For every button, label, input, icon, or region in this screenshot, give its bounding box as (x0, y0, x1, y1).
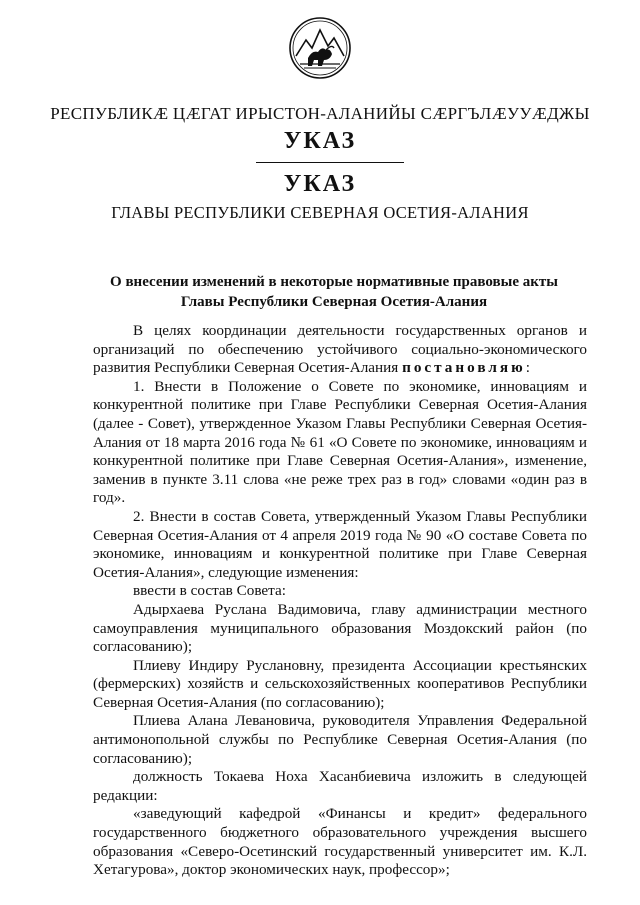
new-position-paragraph: «заведующий кафедрой «Финансы и кредит» федерального государственного бюджетного образовательного учреждения высшего образования «Северо-Осетинский государственный университет им. К.Л. Хетагурова», доктор экономических наук, профессор»; (93, 805, 587, 879)
republic-name-ossetian: РЕСПУБЛИКӔ ЦӔГАТ ИРЫСТОН-АЛАНИЙЫ СӔРГЪЛӔУУӔДЖЫ (50, 104, 590, 123)
document-title-line-2: Главы Республики Северная Осетия-Алания (180, 294, 488, 310)
document-title-line-1: О внесении изменений в некоторые нормативные правовые акты (110, 274, 558, 290)
member-plieva-paragraph: Плиеву Индиру Руслановну, президента Ассоциации крестьянских (фермерских) хозяйств и сельскохозяйственных кооперативов Республики Северная Осетия-Алания (по согласованию); (93, 656, 587, 711)
position-change-paragraph: должность Токаева Ноха Хасанбиевича изложить в следующей редакции: (93, 768, 587, 804)
clause-1-paragraph: 1. Внести в Положение о Совете по экономике, инновациям и конкурентной политике при Главе Республики Северная Осетия-Алания (далее - Совет), утвержденное Указом Главы Республики Северная Осетия-Алания от 18 марта 2016 года № 61 «О Совете по экономике, инновациям и конкурентной политике при Главе Северная Осетия-Алания», изменение, заменив в пункте 3.11 слова «не реже трех раз в год» словами «один раз в год». (93, 377, 587, 507)
member-adyrkhaev-paragraph: Адырхаева Руслана Вадимовича, главу администрации местного самоуправления муниципального образования Моздокский район (по согласованию); (93, 600, 587, 656)
member-pliev-paragraph: Плиева Алана Левановича, руководителя Управления Федеральной антимонопольной службы по Республике Северная Осетия-Алания (по согласованию); (93, 712, 587, 767)
preamble-colon: : (525, 359, 530, 377)
decree-word-ossetian: УКАЗ (283, 128, 357, 154)
preamble-paragraph (93, 322, 587, 378)
document-title (96, 272, 572, 312)
header-divider (256, 162, 404, 163)
clause-2-paragraph: 2. Внести в состав Совета, утвержденный Указом Главы Республики Северная Осетия-Алания от 4 апреля 2019 года № 90 «О составе Совета по экономике, инновациям и конкурентной политике при Главе Северная Осетия-Алания», следующие изменения: (93, 507, 587, 581)
decree-keyword: постановляю (402, 359, 526, 377)
decree-word-russian: УКАЗ (283, 171, 357, 197)
coat-of-arms-icon (288, 16, 352, 80)
add-to-council-paragraph: ввести в состав Совета: (133, 582, 286, 600)
preamble-text: В целях координации деятельности государственных органов и организаций по обеспечению устойчивого социально-экономического развития Республики Северная Осетия-Алания (93, 322, 587, 377)
document-body (93, 322, 587, 880)
head-of-republic-title: ГЛАВЫ РЕСПУБЛИКИ СЕВЕРНАЯ ОСЕТИЯ-АЛАНИЯ (111, 203, 529, 222)
